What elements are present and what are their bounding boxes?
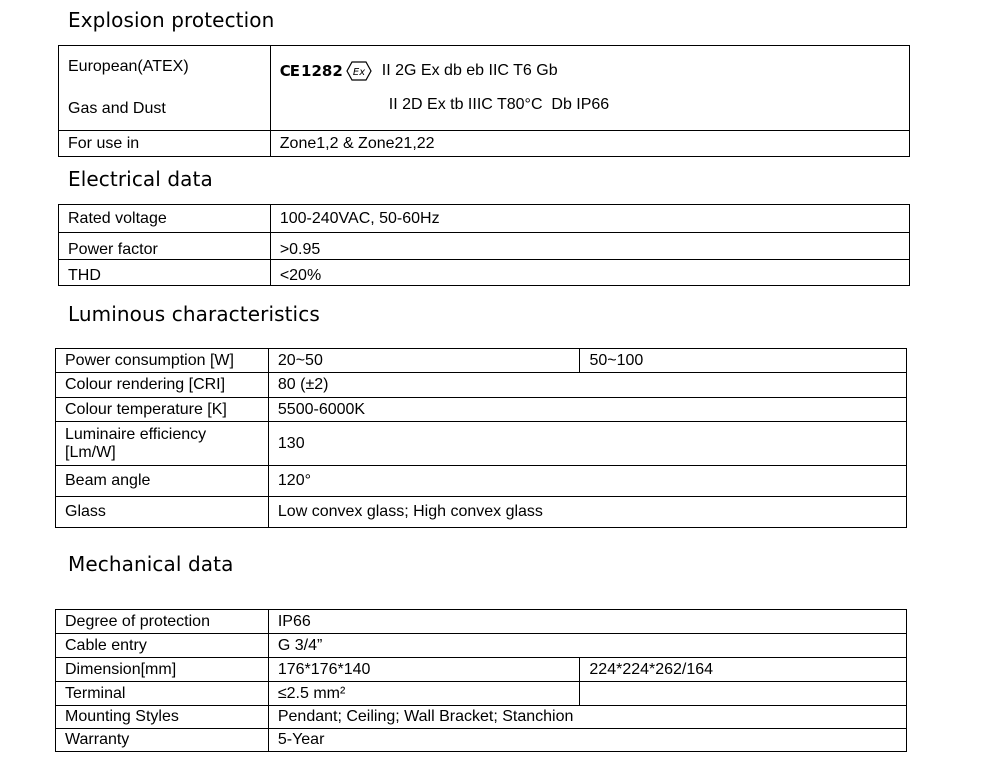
table-row <box>59 205 910 233</box>
efficiency-value: 130 <box>268 422 906 466</box>
cable-entry-value: G 3/4” <box>268 634 906 658</box>
marking-dust: II 2D Ex tb IIIC T80°C Db IP66 <box>388 96 610 113</box>
thd-value: <20% <box>270 260 909 286</box>
table-row <box>56 706 907 729</box>
power-consumption-label: Power consumption [W] <box>56 349 269 373</box>
luminous-table <box>55 348 907 528</box>
ex-hexagon-icon <box>346 61 372 81</box>
section-title-explosion: Explosion protection <box>68 8 275 32</box>
rated-voltage-value: 100-240VAC, 50-60Hz <box>270 205 909 233</box>
dimension-value-2: 224*224*262/164 <box>580 658 907 682</box>
glass-value: Low convex glass; High convex glass <box>268 497 906 528</box>
power-factor-label: Power factor <box>59 233 271 260</box>
electrical-table <box>58 204 910 286</box>
ce-mark: CE <box>279 62 300 80</box>
cri-label: Colour rendering [CRI] <box>56 373 269 398</box>
atex-label-cell <box>59 46 271 131</box>
warranty-value: 5-Year <box>268 729 906 752</box>
protection-value: IP66 <box>268 610 906 634</box>
terminal-value: ≤2.5 mm² <box>268 682 580 706</box>
table-row <box>56 349 907 373</box>
table-row <box>59 233 910 260</box>
use-value: Zone1,2 & Zone21,22 <box>270 131 909 157</box>
table-row <box>59 131 910 157</box>
table-row <box>56 634 907 658</box>
marking-gas: II 2G Ex db eb IIC T6 Gb <box>381 62 558 79</box>
colour-temp-label: Colour temperature [K] <box>56 398 269 422</box>
efficiency-label: Luminaire efficiency [Lm/W] <box>56 422 269 466</box>
table-row <box>56 682 907 706</box>
beam-angle-value: 120° <box>268 466 906 497</box>
mounting-label: Mounting Styles <box>56 706 269 729</box>
table-row <box>56 422 907 466</box>
table-row <box>56 658 907 682</box>
power-factor-value: >0.95 <box>270 233 909 260</box>
thd-label: THD <box>59 260 271 286</box>
terminal-empty <box>580 682 907 706</box>
mounting-value: Pendant; Ceiling; Wall Bracket; Stanchion <box>268 706 906 729</box>
section-title-luminous: Luminous characteristics <box>68 302 320 326</box>
rated-voltage-label: Rated voltage <box>59 205 271 233</box>
table-row <box>56 497 907 528</box>
colour-temp-value: 5500-6000K <box>268 398 906 422</box>
explosion-table <box>58 45 910 157</box>
cri-value: 80 (±2) <box>268 373 906 398</box>
atex-marking-row-dust <box>280 96 909 130</box>
atex-marking-row-gas <box>280 46 909 96</box>
notified-body-number: 1282 <box>301 62 343 80</box>
table-row <box>56 610 907 634</box>
terminal-label: Terminal <box>56 682 269 706</box>
cable-entry-label: Cable entry <box>56 634 269 658</box>
atex-label: European(ATEX) <box>68 58 189 75</box>
atex-marking-cell <box>270 46 909 131</box>
dimension-label: Dimension[mm] <box>56 658 269 682</box>
gas-dust-label: Gas and Dust <box>68 100 166 117</box>
power-consumption-value-2: 50~100 <box>580 349 907 373</box>
dimension-value-1: 176*176*140 <box>268 658 580 682</box>
table-row <box>59 46 910 131</box>
section-title-mechanical: Mechanical data <box>68 552 234 576</box>
table-row <box>56 729 907 752</box>
beam-angle-label: Beam angle <box>56 466 269 497</box>
protection-label: Degree of protection <box>56 610 269 634</box>
table-row <box>59 260 910 286</box>
table-row <box>56 398 907 422</box>
mechanical-table <box>55 609 907 752</box>
svg-text:Ex: Ex <box>352 67 365 78</box>
use-label: For use in <box>59 131 271 157</box>
glass-label: Glass <box>56 497 269 528</box>
power-consumption-value-1: 20~50 <box>268 349 580 373</box>
table-row <box>56 466 907 497</box>
warranty-label: Warranty <box>56 729 269 752</box>
table-row <box>56 373 907 398</box>
section-title-electrical: Electrical data <box>68 167 213 191</box>
